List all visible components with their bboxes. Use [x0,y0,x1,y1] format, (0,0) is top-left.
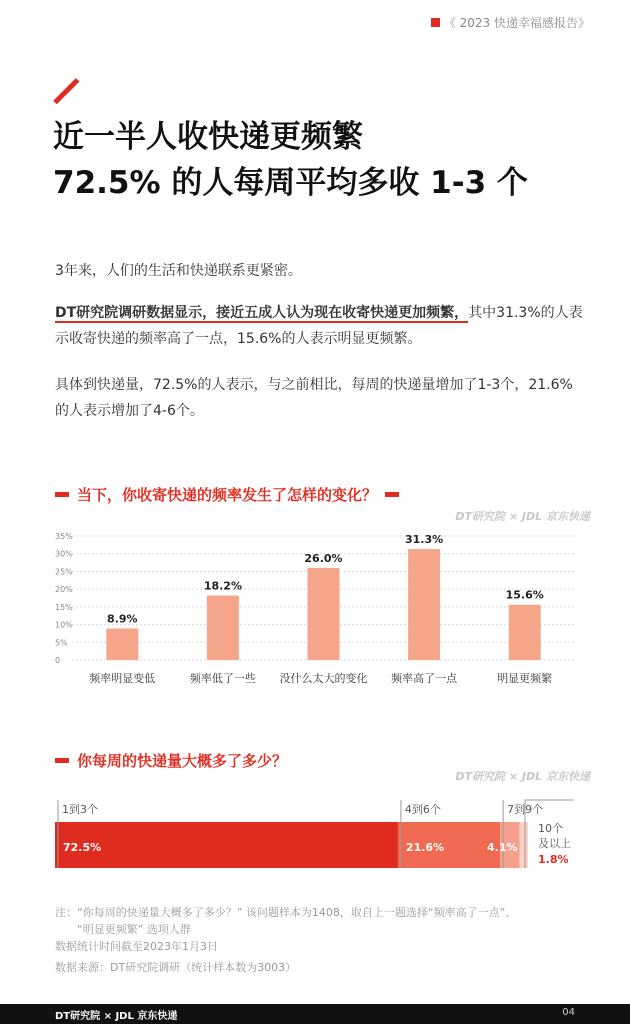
page-number: 04 [562,1007,575,1018]
y-tick-label: 30% [55,549,73,559]
x-tick-label: 频率明显变低 [89,672,156,685]
segment-value-label: 1.8% [538,853,569,866]
paragraph-3: 具体到快递量，72.5%的人表示，与之前相比，每周的快递量增加了1-3个，21.6%的人表示增加了4-6个。 [55,377,573,419]
stacked-segment [55,822,398,868]
note-line-2: “明显更频繁” 选项人群 [77,923,191,936]
bar-value-label: 18.2% [203,579,242,593]
footer-bar [0,1004,630,1024]
bar-value-label: 31.3% [405,533,444,547]
note-line-1: 注：“你每周的快递量大概多了多少？” 该问题样本为1408，取自上一题选择“频率高了一点”、 [55,906,517,919]
title-line-2: 72.5% 的人每周平均多收 1-3 个 [53,165,528,201]
chart2-watermark: DT研究院 × JDL 京东快递 [455,770,590,783]
y-tick-label: 10% [55,620,73,630]
bar [106,628,138,660]
title-dash-left-2 [55,758,69,763]
bar [308,568,340,660]
segment-value-label: 72.5% [63,841,102,854]
x-tick-label: 明显更频繁 [497,672,553,685]
paragraph-2 [55,300,585,352]
x-tick-label: 频率高了一点 [391,672,458,685]
chart1-title [55,484,399,505]
bar-value-label: 26.0% [304,551,343,565]
stacked-segment [519,822,528,868]
bar-value-label: 8.9% [107,612,138,626]
y-tick-label: 35% [55,532,73,541]
bar [207,596,239,660]
title-dash-right [385,492,399,497]
segment-value-label: 4.1% [486,841,518,854]
paragraph-2-rest: 其中31.3%的人表示收寄快递的频率高了一点，15.6%的人表示明显更频繁。 [55,305,583,347]
paragraph-1: 3年来，人们的生活和快递联系更紧密。 [55,263,302,279]
footer-logo: DT研究院 × JDL 京东快递 [55,1011,178,1022]
chart1-watermark: DT研究院 × JDL 京东快递 [455,510,590,523]
report-box-icon [431,18,440,27]
bar-value-label: 15.6% [505,588,544,602]
footnote [55,904,575,976]
page-title [53,114,528,206]
y-tick-label: 5% [55,638,68,648]
segment-category-label: 1到3个 [62,803,98,816]
segment-category-label: 7到9个 [507,803,544,816]
y-tick-label: 25% [55,567,73,577]
chart2-title [55,750,287,771]
title-dash-left [55,492,69,497]
x-tick-label: 频率低了一些 [189,672,256,685]
report-label-text: 《 2023 快递幸福感报告》 [443,16,590,30]
chart1-svg [0,520,630,695]
bar [408,549,440,660]
paragraph-2-highlight: DT研究院调研数据显示，接近五成人认为现在收寄快递更加频繁， [55,305,469,321]
segment-category-label: 10个 [538,822,563,835]
segment-category-label-cont: 及以上 [538,837,571,850]
chart2-svg [0,790,630,880]
note-line-4: 数据来源：DT研究院调研（统计样本数为3003） [55,961,297,974]
chart2-title-text: 你每周的快递量大概多了多少？ [77,752,288,770]
chart1-title-text: 当下，你收寄快递的频率发生了怎样的变化？ [77,486,378,504]
y-tick-label: 15% [55,602,73,612]
y-tick-label: 20% [55,585,73,595]
note-line-3: 数据统计时间截至2023年1月3日 [55,940,218,953]
segment-value-label: 21.6% [405,841,445,854]
y-tick-label: 0 [55,656,61,665]
bar [509,605,541,660]
report-label [431,14,590,31]
title-line-1: 近一半人收快递更频繁 [53,119,363,155]
x-tick-label: 没什么太大的变化 [279,672,368,685]
segment-category-label: 4到6个 [404,803,441,816]
accent-slash [53,78,79,104]
